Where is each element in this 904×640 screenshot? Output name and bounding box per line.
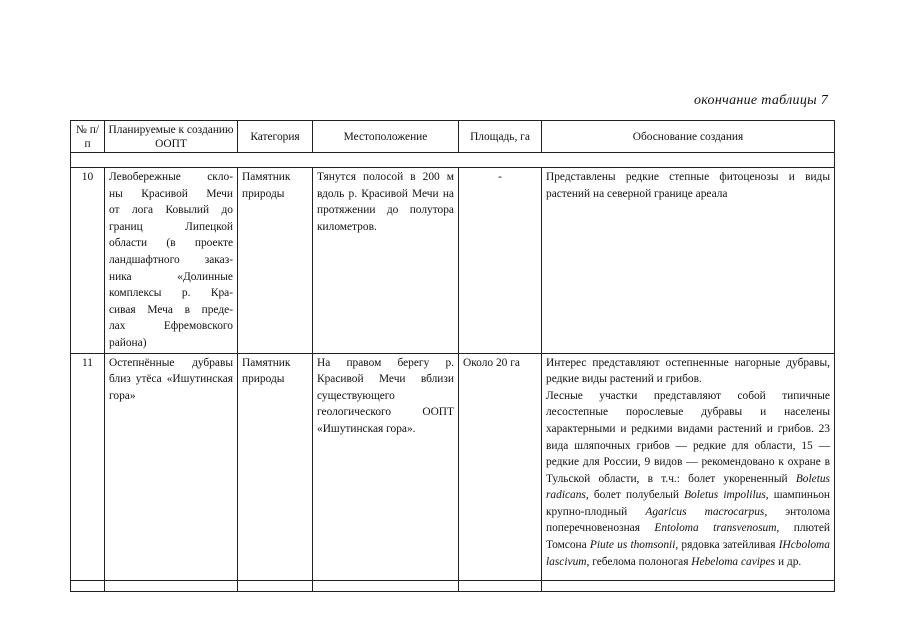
species-latin-name: Boletus impolilus, (684, 489, 769, 502)
species-latin-name: Entoloma transvenosum, (654, 522, 780, 535)
table-row (71, 353, 835, 580)
name-line: сивая Меча в преде- (109, 303, 233, 316)
row-name: Остепнённые дубравы близ утёса «Ишутинская гора» (105, 353, 238, 580)
tail-cell (238, 580, 313, 591)
tail-cell (313, 580, 459, 591)
name-line: района) (109, 336, 147, 349)
header-num: № п/п (71, 121, 105, 153)
rationale-text: энтолома поперечновенозная (546, 505, 831, 535)
table-spacer-row (71, 153, 835, 168)
species-latin-name: Agaricus macrocarpus, (645, 505, 768, 518)
name-line: комплексы р. Кра- (109, 287, 233, 300)
row-location: На правом берегу р. Красивой Мечи вблизи существующего геологического ООПТ «Ишутинская гора». (313, 353, 459, 580)
rationale-text: плютей Томсона (546, 522, 830, 552)
species-latin-name: Hebeloma cavipes (691, 555, 776, 568)
header-area: Площадь, га (459, 121, 542, 153)
species-latin-name: IHcboloma lascivum, (546, 539, 830, 568)
header-category: Категория (238, 121, 313, 153)
rationale-paragraph-2 (546, 388, 830, 571)
row-num: 11 (71, 353, 105, 580)
row-rationale (542, 353, 835, 580)
tail-cell (105, 580, 238, 591)
table-header-row (71, 121, 835, 153)
row-area: - (459, 168, 542, 354)
rationale-text: и др. (775, 555, 802, 568)
row-location: Тянутся полосой в 200 м вдоль р. Красивой Мечи на протяжении до полутора километров. (313, 168, 459, 354)
row-num: 10 (71, 168, 105, 354)
name-line: ны Красивой Мечи (109, 187, 233, 200)
header-name: Планируемые к созданию ООПТ (105, 121, 238, 153)
tail-cell (542, 580, 835, 591)
rationale-text: рядовка затейливая (678, 539, 779, 552)
name-line: ника «Долинные (109, 270, 233, 283)
species-latin-name: Boletus radicans, (546, 472, 830, 502)
name-line: от лога Ковылий до (109, 204, 233, 217)
table-tail-row (71, 580, 835, 591)
rationale-paragraph-1: Интерес представляют остепненные нагорные дубравы, редкие виды растений и грибов. (546, 356, 830, 386)
species-latin-name: Piute us thomsonii, (589, 539, 679, 552)
rationale-text: шампиньон крупно-плодный (546, 489, 830, 518)
name-line: Левобережные скло- (109, 171, 233, 183)
table-caption: окончание таблицы 7 (693, 93, 828, 108)
rationale-text: болет полубелый (588, 489, 685, 502)
row-area: Около 20 га (459, 353, 542, 580)
name-line: ландшафтного заказ- (109, 253, 233, 266)
tail-cell (71, 580, 105, 591)
header-location: Местоположение (313, 121, 459, 153)
row-rationale: Представлены редкие степные фитоценозы и виды растений на северной границе ареала (542, 168, 835, 354)
rationale-text: Лесные участки представляют собой типичные лесостепные порослевые дубравы и населены характерными и редкими видами растений и грибов. 23 вида шляпочных грибов — редкие для области, 15 — редкие для России, 9 видов — рекомендовано к охране в Тульской области, в т.ч.: болет укорененный (546, 389, 830, 485)
name-line: области (в проекте (109, 237, 233, 250)
row-name (105, 168, 238, 354)
tail-cell (459, 580, 542, 591)
rationale-text: гебелома полоногая (589, 555, 692, 568)
name-line: границ Липецкой (109, 220, 233, 233)
row-category: Памятник природы (238, 168, 313, 354)
name-line: лах Ефремовского (109, 320, 233, 333)
spacer-cell (71, 153, 835, 168)
table-row (71, 168, 835, 354)
header-rationale: Обоснование создания (542, 121, 835, 153)
row-category: Памятник природы (238, 353, 313, 580)
ooopt-table (70, 120, 835, 592)
